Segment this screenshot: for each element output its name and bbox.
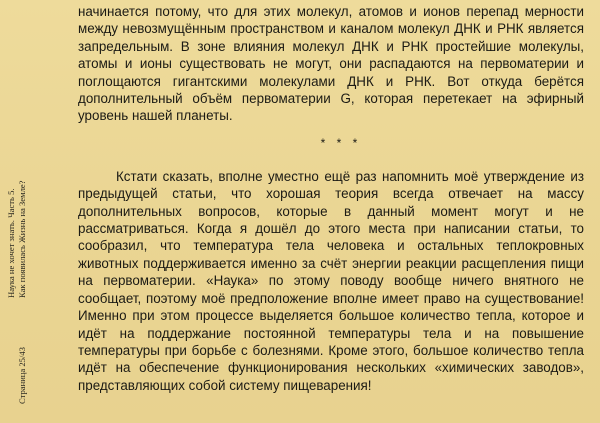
article-body xyxy=(78,3,584,394)
paragraph-2: Кстати сказать, вполне уместно ещё раз напомнить моё утверждение из предыдущей статьи, что хорошая теория всегда отвечает на массу дополнительных вопросов, которые в данный момент могут и не рассматриваться. Когда я дошёл до этого места при написании статьи, то сообразил, что температура тела человека и остальных теплокровных животных поддерживается именно за счёт энергии реакции расщепления пищи на первоматерии. «Наука» по этому поводу вообще ничего внятного не сообщает, поэтому моё предположение вполне имеет право на существование! Именно при этом процессе выделяется большое количество тепла, которое и идёт на поддержание постоянной температуры тела и на повышение температуры при борьбе с болезнями. Кроме этого, большое количество тепла идёт на обеспечение функционирования нескольких «химических заводов», представляющих собой систему пищеварения! xyxy=(78,168,584,393)
document-title-line-1: Наука не хочет знать. Часть 5. xyxy=(6,188,16,298)
sidebar-rotated-text xyxy=(6,0,50,404)
sidebar-row xyxy=(6,0,28,404)
paragraph-1: начинается потому, что для этих молекул, атомов и ионов перепад мерности между невозмущённым пространством и каналом молекул ДНК и РНК является запредельным. В зоне влияния молекул ДНК и РНК простейшие молекулы, атомы и ионы существовать не могут, они распадаются на первоматерии и поглощаются гигантскими молекулами ДНК и РНК. Вот откуда берётся дополнительный объём первоматерии G, которая перетекает на эфирный уровень нашей планеты. xyxy=(78,4,584,124)
page-number: Страница 25/43 xyxy=(17,347,27,404)
document-title xyxy=(6,158,28,298)
page-sidebar xyxy=(2,0,46,423)
document-title-line-2: Как появилась Жизнь на Земле? xyxy=(17,180,27,298)
section-separator: * * * xyxy=(320,135,362,150)
